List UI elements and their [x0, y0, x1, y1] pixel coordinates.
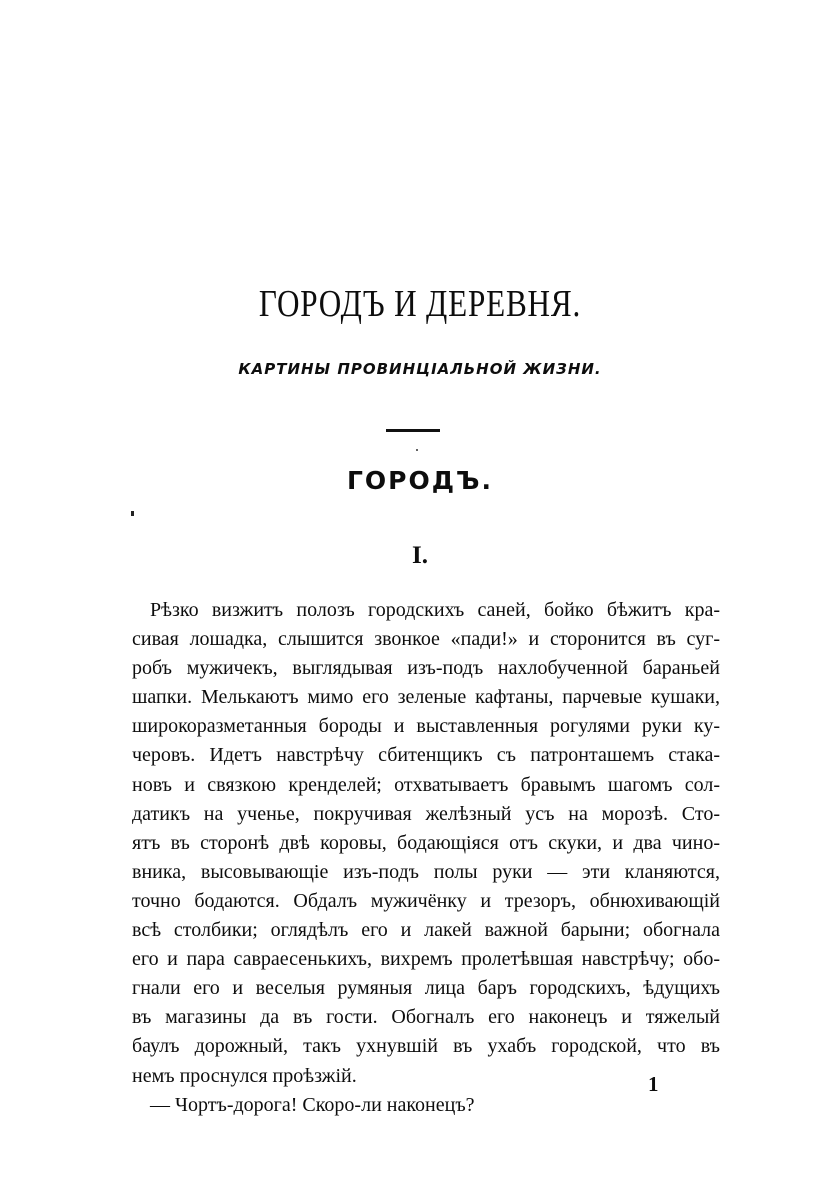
chapter-number: I. [412, 542, 428, 569]
text-line: ятъ въ сторонѣ двѣ коровы, бодающіяся отъ скуки, и два чино- [132, 831, 720, 854]
text-line: баулъ дорожный, такъ ухнувшій въ ухабъ городской, что въ [132, 1035, 720, 1058]
dialogue-line: — Чортъ-дорога! Скоро-ли наконецъ? [150, 1093, 475, 1116]
text-line: гнали его и веселыя румяныя лица баръ городскихъ, ѣдущихъ [132, 977, 720, 1000]
book-subtitle: КАРТИНЫ ПРОВИНЦІАЛЬНОЙ ЖИЗНИ. [238, 360, 602, 378]
text-line: всѣ столбики; оглядѣлъ его и лакей важной барыни; обогнала [132, 919, 720, 942]
print-speck [131, 511, 134, 516]
text-line: Рѣзко визжитъ полозъ городскихъ саней, бойко бѣжитъ кра- [150, 599, 720, 621]
text-line: вника, высовывающіе изъ-подъ полы руки — эти кланяются, [132, 860, 720, 883]
text-line: робъ мужичекъ, выглядывая изъ-подъ нахлобученной бараньей [132, 657, 720, 680]
section-heading: ГОРОДЪ. [346, 466, 493, 495]
text-line: широкоразметанныя бороды и выставленныя рогулями руки ку- [132, 715, 720, 738]
body-paragraph [132, 596, 720, 1120]
page-number: 1 [648, 1072, 659, 1096]
text-line: его и пара савраесенькихъ, вихремъ пролетѣвшая навстрѣчу; обо- [132, 948, 720, 971]
text-line: черовъ. Идетъ навстрѣчу сбитенщикъ съ патронташемъ стака- [132, 744, 720, 767]
text-line: немъ проснулся проѣзжій. [132, 1064, 357, 1087]
text-line: точно бодаются. Обдалъ мужичёнку и трезоръ, обнюхивающій [132, 889, 720, 912]
text-line: датикъ на ученье, покручивая желѣзный усъ на морозѣ. Сто- [132, 802, 720, 825]
text-line: новъ и связкою кренделей; отхватываетъ бравымъ шагомъ сол- [132, 773, 720, 796]
book-title: ГОРОДЪ И ДЕРЕВНЯ. [258, 283, 582, 325]
decorative-rule [386, 429, 440, 432]
text-line: въ магазины да въ гости. Обогналъ его наконецъ и тяжелый [132, 1006, 720, 1029]
decorative-dot [416, 449, 418, 451]
text-line: шапки. Мелькаютъ мимо его зеленые кафтаны, парчевые кушаки, [132, 686, 720, 709]
text-line: сивая лошадка, слышится звонкое «пади!» и сторонится въ суг- [132, 628, 720, 651]
